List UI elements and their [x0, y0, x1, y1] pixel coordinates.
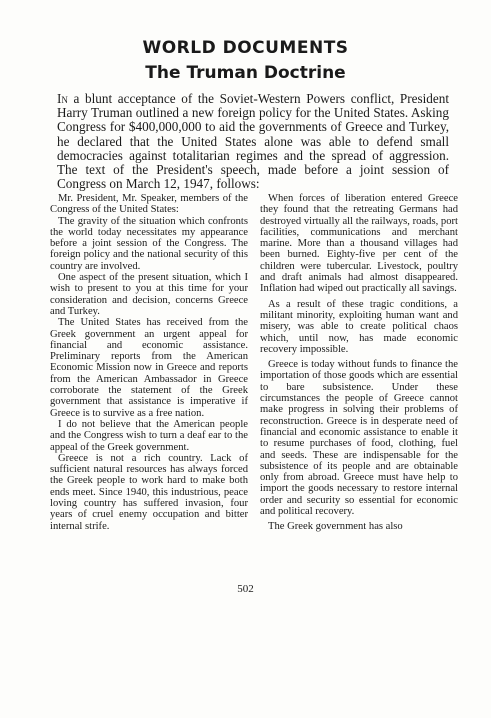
intro-text: a blunt acceptance of the Soviet-Western Powers conflict, President Harry Truman outlined a new foreign policy for the United States. Asking Congress for $400,000,000 to aid the governments of Greece and Turkey, he declared that the United States alone was able to defend small democracies against totalitarian regimes and the spread of aggression. The text of the President's speech, made before a joint session of Congress on March 12, 1947, follows:	[57, 91, 449, 192]
body-paragraph: As a result of these tragic conditions, a militant minority, exploiting human want and misery, was able to create political chaos which, until now, has made economic recovery impossible.	[260, 298, 458, 355]
body-paragraph: The Greek government has also	[268, 521, 403, 533]
page-number: 502	[237, 583, 254, 595]
right-column	[260, 193, 458, 533]
body-paragraph: Greece is today without funds to finance the importation of those goods which are essential to bare subsistence. Under these circumstances the people of Greece cannot make progress in solving their problems of reconstruction. Greece is in desperate need of financial and economic assistance to enable it to resume purchases of food, clothing, fuel and seeds. These are indispensable for the subsistence of its people and are obtainable only from abroad. Greece must have help to import the goods necessary to restore internal order and security so essential for economic and political recovery.	[260, 359, 458, 518]
intro-paragraph	[57, 92, 449, 191]
body-paragraph: Greece is not a rich country. Lack of sufficient natural resources has always forced the Greek people to work hard to make both ends meet. Since 1940, this industrious, peace loving country has suffered invasion, four years of cruel enemy occupation and bitter internal strife.	[50, 452, 248, 532]
article-title: The Truman Doctrine	[145, 63, 346, 83]
body-paragraph: One aspect of the present situation, which I wish to present to you at this time for your consideration and decision, concerns Greece and Turkey.	[50, 272, 248, 317]
body-paragraph: When forces of liberation entered Greece they found that the retreating Germans had destroyed virtually all the railways, roads, port facilities, communications and merchant marine. More than a thousand villages had been burned. Eighty-five per cent of the children were tubercular. Livestock, poultry and draft animals had almost disappeared. Inflation had wiped out practically all savings.	[260, 193, 458, 295]
intro-lead-word: In	[57, 91, 68, 106]
body-paragraph: The gravity of the situation which confronts the world today necessitates my appearance before a joint session of the Congress. The foreign policy and the national security of this country are involved.	[50, 215, 248, 272]
body-paragraph: Mr. President, Mr. Speaker, members of the Congress of the United States:	[50, 193, 248, 216]
section-title: WORLD DOCUMENTS	[142, 38, 349, 58]
left-column	[50, 193, 248, 532]
body-paragraph: The United States has received from the Greek government an urgent appeal for financial and economic assistance. Preliminary reports from the American Economic Mission now in Greece and reports from the American Ambassador in Greece corroborate the statement of the Greek government that assistance is imperative if Greece is to survive as a free nation.	[50, 317, 248, 419]
body-paragraph: I do not believe that the American people and the Congress wish to turn a deaf ear to the appeal of the Greek government.	[50, 418, 248, 453]
